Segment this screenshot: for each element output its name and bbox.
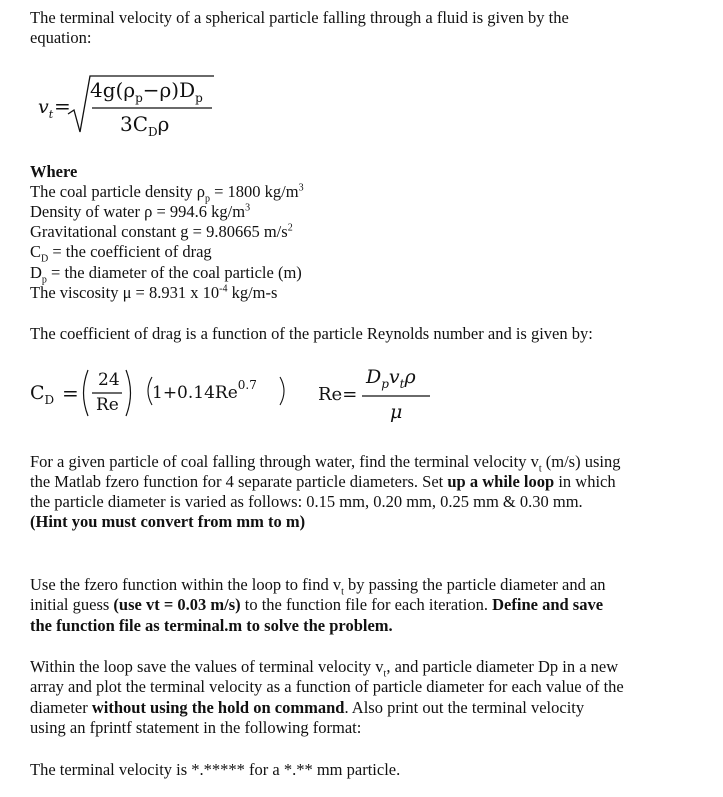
eq-re-den: μ (390, 401, 403, 423)
eq-cd-equals: = (62, 381, 79, 405)
cd-intro: The coefficient of drag is a function of the particle Reynolds number and is given by: (30, 324, 593, 343)
para3-line-4: using an fprintf statement in the following format: (30, 718, 362, 737)
eq-vt-numerator: $4g(\rho_p-\rho)D_p$ (90, 78, 203, 105)
para2-line-2: initial guess (use vt = 0.03 m/s) to the function file for each iteration. Define and save (30, 595, 604, 614)
eq-cd-den: Re (96, 395, 119, 415)
where-mu: The viscosity μ = 8.931 x $10^{-4}$ kg/m-s (30, 283, 278, 302)
para1-line-1: For a given particle of coal falling through water, find the terminal velocity $v_t$ (m/s) using (30, 452, 621, 475)
eq-vt-lhs: $v_t$ (38, 96, 54, 121)
eq-vt-equals: = (54, 94, 71, 118)
eq-cd-num: 24 (98, 370, 120, 390)
format-line: The terminal velocity is *.***** for a *.** mm particle. (30, 760, 401, 779)
para2-line-1: Use the fzero function within the loop to find $v_t$ by passing the particle diameter and an (30, 575, 606, 598)
para2-line-3: the function file as terminal.m to solve the problem. (30, 616, 393, 635)
eq-re-num: $D_pv_t\rho$ (366, 366, 416, 391)
where-rho-p: The coal particle density $\rho_p = 1800$ $kg/m^3$ (30, 182, 304, 205)
where-heading: Where (30, 162, 78, 181)
eq-cd-lhs: $C_D$ (30, 382, 55, 407)
eq-re-fraction-bar (362, 394, 432, 398)
where-g: Gravitational constant g = 9.80665 $m/s^2$ (30, 222, 293, 241)
eq-cd-rparen (278, 376, 288, 406)
intro-line-1: The terminal velocity of a spherical particle falling through a fluid is given by the (30, 8, 569, 27)
para3-line-2: array and plot the terminal velocity as a function of particle diameter for each value of the (30, 677, 624, 696)
para1-hint: (Hint you must convert from mm to m) (30, 512, 306, 531)
where-rho: Density of water ρ = 994.6 $kg/m^3$ (30, 202, 251, 221)
para3-line-1: Within the loop save the values of terminal velocity $v_t$, and particle diameter Dp in a new (30, 657, 619, 680)
intro-line-2: equation: (30, 28, 92, 47)
eq-vt-denominator: $3C_D\rho$ (120, 112, 170, 139)
para3-line-3: diameter without using the hold on command. Also print out the terminal velocity (30, 698, 585, 717)
para1-line-3: the particle diameter is varied as follows: 0.15 mm, 0.20 mm, 0.25 mm & 0.30 mm. (30, 492, 583, 511)
where-dp: $D_p$ = the diameter of the coal particle (m) (30, 263, 302, 286)
eq-cd-term: $1+0.14Re^{0.7}$ (152, 378, 257, 403)
where-cd: $C_D$ = the coefficient of drag (30, 242, 212, 265)
para1-line-2: the Matlab fzero function for 4 separate particle diameters. Set up a while loop in which (30, 472, 616, 491)
eq-re-lhs: Re= (318, 384, 358, 405)
